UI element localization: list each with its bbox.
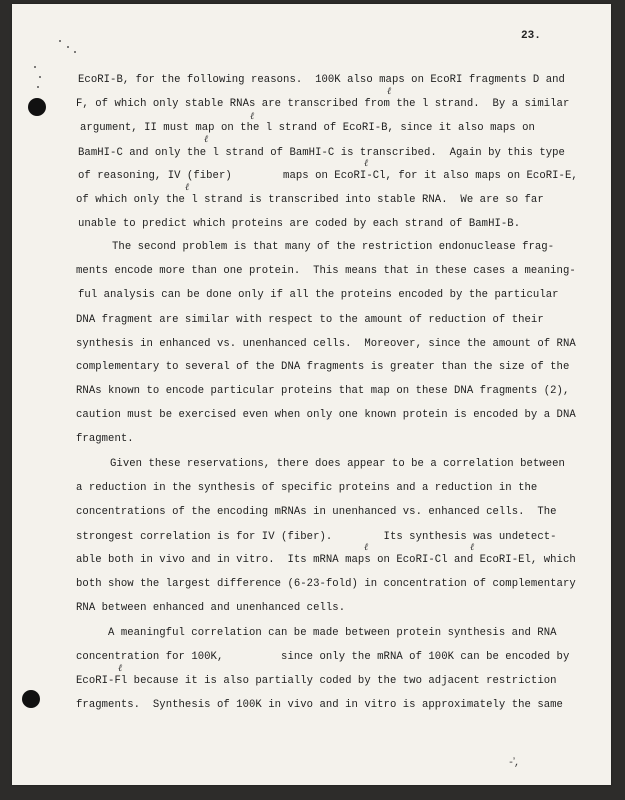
text-line: a reduction in the synthesis of specific proteins and a reduction in the — [76, 482, 538, 494]
handwritten-l-mark: ℓ — [470, 542, 475, 553]
text-line: BamHI-C and only the l strand of BamHI-C is transcribed. Again by this type — [78, 147, 565, 159]
text-line: DNA fragment are similar with respect to the amount of reduction of their — [76, 314, 544, 326]
speck — [74, 51, 76, 53]
speck — [37, 86, 39, 88]
text-line: The second problem is that many of the restriction endonuclease frag- — [112, 241, 555, 253]
handwritten-l-mark: ℓ — [185, 182, 190, 193]
speck — [34, 66, 36, 68]
handwritten-l-mark: ℓ — [364, 542, 369, 553]
text-line: of which only the l strand is transcribed into stable RNA. We are so far — [76, 194, 544, 206]
handwritten-l-mark: ℓ — [204, 134, 209, 145]
text-line: both show the largest difference (6-23-fold) in concentration of complementary — [76, 578, 576, 590]
text-line: EcoRI-B, for the following reasons. 100K also maps on EcoRI fragments D and — [78, 74, 565, 86]
handwritten-l-mark: ℓ — [250, 111, 255, 122]
text-line: F, of which only stable RNAs are transcribed from the l strand. By a similar — [76, 98, 570, 110]
speck — [67, 46, 69, 48]
text-line: ments encode more than one protein. This means that in these cases a meaning- — [76, 265, 576, 277]
text-line: synthesis in enhanced vs. unenhanced cells. Moreover, since the amount of RNA — [76, 338, 576, 350]
text-line: of reasoning, IV (fiber) maps on EcoRI-Cl, for it also maps on EcoRI-E, — [78, 170, 578, 182]
handwritten-l-mark: ℓ — [387, 86, 392, 97]
handwritten-l-mark: ℓ — [118, 663, 123, 674]
text-line: concentrations of the encoding mRNAs in unenhanced vs. enhanced cells. The — [76, 506, 557, 518]
punch-hole-top — [28, 98, 46, 116]
text-line: Given these reservations, there does appear to be a correlation between — [110, 458, 565, 470]
text-line: caution must be exercised even when only one known protein is encoded by a DNA — [76, 409, 576, 421]
corner-mark: -̓, — [508, 758, 521, 769]
text-line: EcoRI-Fl because it is also partially coded by the two adjacent restriction — [76, 675, 557, 687]
text-line: fragments. Synthesis of 100K in vivo and in vitro is approximately the same — [76, 699, 563, 711]
text-line: RNA between enhanced and unenhanced cells. — [76, 602, 346, 614]
text-line: A meaningful correlation can be made between protein synthesis and RNA — [108, 627, 557, 639]
text-line: RNAs known to encode particular proteins that map on these DNA fragments (2), — [76, 385, 570, 397]
text-line: strongest correlation is for IV (fiber). Its synthesis was undetect- — [76, 531, 557, 543]
text-line: able both in vivo and in vitro. Its mRNA maps on EcoRI-Cl and EcoRI-El, which — [76, 554, 576, 566]
text-line: ful analysis can be done only if all the proteins encoded by the particular — [78, 289, 559, 301]
text-line: complementary to several of the DNA fragments is greater than the size of the — [76, 361, 570, 373]
text-line: fragment. — [76, 433, 134, 445]
document-page — [12, 4, 611, 785]
text-line: argument, II must map on the l strand of EcoRI-B, since it also maps on — [80, 122, 535, 134]
speck — [39, 76, 41, 78]
handwritten-l-mark: ℓ — [364, 158, 369, 169]
page-number: 23. — [521, 30, 541, 42]
punch-hole-bottom — [22, 690, 40, 708]
text-line: unable to predict which proteins are coded by each strand of BamHI-B. — [78, 218, 521, 230]
speck — [59, 40, 61, 42]
text-line: concentration for 100K, since only the mRNA of 100K can be encoded by — [76, 651, 570, 663]
